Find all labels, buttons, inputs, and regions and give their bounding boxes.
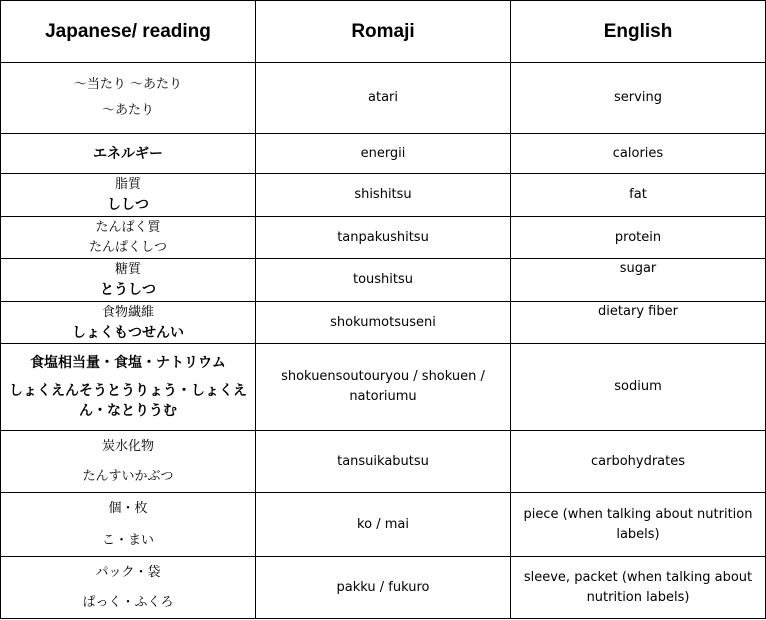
japanese-cell [1,217,256,259]
japanese-reading: ～あたり [101,103,154,118]
japanese-reading: とうしつ [100,282,156,298]
japanese-text: 食物繊維 [101,304,154,320]
table-row [1,557,766,619]
japanese-text: 糖質 [114,262,141,277]
japanese-text: パック・袋 [95,564,161,580]
english-cell: serving [511,63,766,134]
japanese-reading: たんぱくしつ [88,239,167,255]
table-row [1,259,766,302]
japanese-reading: しょくえんそうとうりょう・しょくえん・なとりうむ [9,383,247,419]
japanese-cell [1,493,256,557]
romaji-cell: ko / mai [256,493,511,557]
table-row [1,302,766,344]
english-cell: fat [511,174,766,217]
romaji-cell: energii [256,134,511,174]
japanese-reading: しょくもつせんい [72,324,184,341]
table-row [1,174,766,217]
japanese-cell [1,259,256,302]
english-cell: calories [511,134,766,174]
japanese-cell [1,302,256,344]
english-cell: dietary fiber [511,302,766,344]
romaji-cell: shishitsu [256,174,511,217]
japanese-text: 脂質 [114,177,141,192]
table-row [1,431,766,493]
table-row [1,134,766,174]
romaji-cell: atari [256,63,511,134]
japanese-text: たんぱく質 [95,219,161,235]
romaji-cell: tansuikabutsu [256,431,511,493]
header-english: English [511,1,766,63]
japanese-reading: たんすいかぶつ [82,468,174,484]
header-row [1,1,766,63]
japanese-reading: ししつ [107,197,149,213]
english-cell: carbohydrates [511,431,766,493]
romaji-cell: shokuensoutouryou / shokuen / natoriumu [256,344,511,431]
romaji-cell: pakku / fukuro [256,557,511,619]
table-row [1,344,766,431]
table-row [1,493,766,557]
table-row [1,63,766,134]
japanese-text: 食塩相当量・食塩・ナトリウム [30,355,226,371]
japanese-text: 個・枚 [108,500,148,516]
japanese-cell [1,134,256,174]
japanese-text: ～当たり ～あたり [73,77,183,92]
japanese-cell [1,557,256,619]
japanese-reading: ぱっく・ふくろ [82,594,174,610]
japanese-cell [1,63,256,134]
table-row [1,217,766,259]
english-cell: sleeve, packet (when talking about nutrition labels) [511,557,766,619]
english-cell: sugar [511,259,766,302]
japanese-cell [1,174,256,217]
japanese-text: 炭水化物 [101,438,154,454]
english-cell: protein [511,217,766,259]
romaji-cell: tanpakushitsu [256,217,511,259]
japanese-reading: こ・まい [101,532,154,548]
english-cell: piece (when talking about nutrition labels) [511,493,766,557]
romaji-cell: toushitsu [256,259,511,302]
japanese-cell [1,344,256,431]
header-japanese: Japanese/ reading [1,1,256,63]
romaji-cell: shokumotsuseni [256,302,511,344]
english-cell: sodium [511,344,766,431]
japanese-text: エネルギー [93,145,163,162]
japanese-cell [1,431,256,493]
header-romaji: Romaji [256,1,511,63]
